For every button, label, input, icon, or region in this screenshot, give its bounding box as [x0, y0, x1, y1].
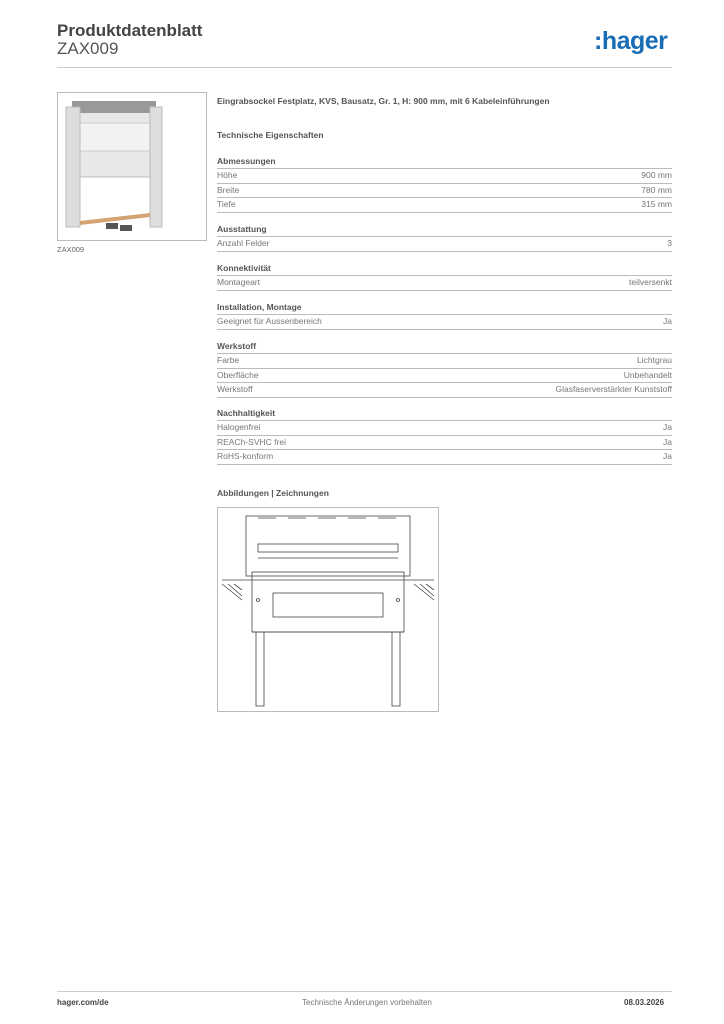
spec-row — [217, 354, 672, 369]
spec-label: Werkstoff — [217, 384, 253, 394]
spec-label: Halogenfrei — [217, 422, 261, 432]
section-title: Werkstoff — [217, 341, 672, 354]
spec-label: Breite — [217, 184, 240, 195]
spec-row — [217, 450, 672, 465]
spec-value: Ja — [663, 422, 672, 432]
spec-row — [217, 276, 672, 291]
spec-label: Tiefe — [217, 199, 236, 209]
spec-label: RoHS-konform — [217, 451, 274, 461]
spec-value: Ja — [663, 451, 672, 461]
spec-row — [217, 369, 672, 384]
footer-date: 08.03.2026 — [624, 998, 665, 1007]
page-title: Produktdatenblatt — [57, 21, 203, 40]
spec-row — [217, 169, 672, 184]
header-divider — [57, 67, 672, 68]
spec-value: Glasfaserverstärkter Kunststoff — [555, 384, 672, 394]
section-title: Installation, Montage — [217, 302, 672, 315]
spec-label: Geeignet für Aussenbereich — [217, 316, 322, 326]
spec-value: Ja — [663, 316, 672, 326]
section-title: Nachhaltigkeit — [217, 408, 672, 421]
spec-row — [217, 421, 672, 436]
footer-website[interactable]: hager.com/de — [57, 998, 109, 1007]
tech-heading: Technische Eigenschaften — [217, 130, 324, 140]
spec-row — [217, 383, 672, 398]
technical-drawing — [217, 507, 439, 712]
spec-section — [217, 408, 672, 465]
spec-value: 3 — [667, 238, 672, 248]
section-title: Abmessungen — [217, 156, 672, 169]
spec-value: 900 mm — [641, 170, 672, 180]
spec-section — [217, 302, 672, 330]
spec-row — [217, 237, 672, 252]
spec-value: Lichtgrau — [637, 355, 672, 365]
spec-value: teilversenkt — [629, 277, 672, 287]
spec-row — [217, 184, 672, 199]
section-title: Ausstattung — [217, 224, 672, 237]
article-number: ZAX009 — [57, 39, 119, 58]
spec-label: Anzahl Felder — [217, 238, 270, 248]
spec-value: 315 mm — [641, 199, 672, 209]
spec-value: Ja — [663, 436, 672, 447]
product-description: Eingrabsockel Festplatz, KVS, Bausatz, Gr. 1, H: 900 mm, mit 6 Kabeleinführungen — [217, 96, 550, 106]
spec-label: Oberfläche — [217, 369, 259, 380]
spec-label: Farbe — [217, 355, 240, 365]
spec-section — [217, 341, 672, 398]
hager-logo: :hager — [594, 27, 668, 55]
spec-row — [217, 198, 672, 213]
spec-label: Höhe — [217, 170, 238, 180]
figures-heading: Abbildungen | Zeichnungen — [217, 488, 329, 498]
spec-section — [217, 224, 672, 252]
spec-row — [217, 315, 672, 330]
spec-value: 780 mm — [641, 184, 672, 195]
product-image — [57, 92, 207, 241]
spec-value: Unbehandelt — [623, 369, 672, 380]
spec-label: REACh-SVHC frei — [217, 436, 286, 447]
section-title: Konnektivität — [217, 263, 672, 276]
spec-row — [217, 436, 672, 451]
image-caption: ZAX009 — [57, 245, 85, 254]
spec-label: Montageart — [217, 277, 260, 287]
footer-note: Technische Änderungen vorbehalten — [302, 998, 432, 1007]
footer-divider — [57, 991, 672, 992]
spec-section — [217, 263, 672, 291]
spec-section — [217, 156, 672, 213]
